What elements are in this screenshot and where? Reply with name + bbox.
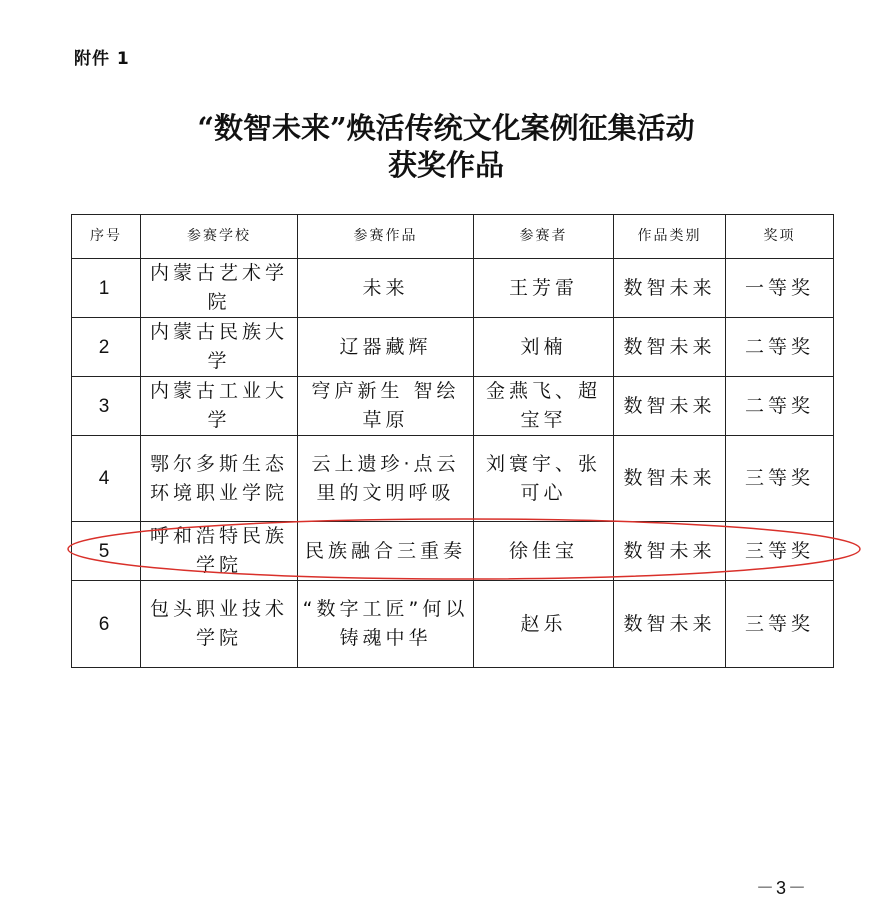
document-subtitle: 获奖作品 — [387, 148, 504, 182]
cell-award: 二等奖 — [726, 318, 834, 377]
cell-author: 刘寰宇、张可心 — [474, 436, 614, 522]
cell-award: 三等奖 — [726, 522, 834, 581]
cell-no: 4 — [72, 436, 141, 522]
cell-award: 三等奖 — [726, 581, 834, 668]
cell-author: 王芳雷 — [474, 259, 614, 318]
header-category: 作品类别 — [614, 215, 726, 259]
table-row — [72, 581, 834, 668]
table-row — [72, 259, 834, 318]
cell-work: 未来 — [298, 259, 474, 318]
cell-award: 三等奖 — [726, 436, 834, 522]
header-no: 序号 — [72, 215, 141, 259]
cell-category: 数智未来 — [614, 259, 726, 318]
page-number: －3－ — [756, 878, 809, 898]
cell-author: 金燕飞、超宝罕 — [474, 377, 614, 436]
annex-label: 附件 1 — [74, 49, 130, 69]
cell-no: 3 — [72, 377, 141, 436]
cell-category: 数智未来 — [614, 318, 726, 377]
table-row — [72, 522, 834, 581]
cell-work: 穹庐新生 智绘草原 — [298, 377, 474, 436]
cell-author: 刘楠 — [474, 318, 614, 377]
cell-category: 数智未来 — [614, 522, 726, 581]
document-title: “数智未来”焕活传统文化案例征集活动 — [197, 111, 695, 145]
header-school: 参赛学校 — [141, 215, 298, 259]
table-row — [72, 318, 834, 377]
cell-category: 数智未来 — [614, 436, 726, 522]
cell-school: 呼和浩特民族学院 — [141, 522, 298, 581]
cell-no: 1 — [72, 259, 141, 318]
awards-table — [71, 214, 834, 668]
cell-school: 包头职业技术学院 — [141, 581, 298, 668]
cell-no: 5 — [72, 522, 141, 581]
table-row — [72, 436, 834, 522]
header-award: 奖项 — [726, 215, 834, 259]
cell-school: 内蒙古工业大学 — [141, 377, 298, 436]
header-author: 参赛者 — [474, 215, 614, 259]
cell-author: 赵乐 — [474, 581, 614, 668]
header-work: 参赛作品 — [298, 215, 474, 259]
cell-work: 云上遗珍·点云里的文明呼吸 — [298, 436, 474, 522]
cell-category: 数智未来 — [614, 377, 726, 436]
cell-author: 徐佳宝 — [474, 522, 614, 581]
cell-category: 数智未来 — [614, 581, 726, 668]
cell-work: 辽器藏辉 — [298, 318, 474, 377]
cell-award: 一等奖 — [726, 259, 834, 318]
cell-award: 二等奖 — [726, 377, 834, 436]
cell-school: 内蒙古艺术学院 — [141, 259, 298, 318]
cell-school: 内蒙古民族大学 — [141, 318, 298, 377]
cell-work: 民族融合三重奏 — [298, 522, 474, 581]
cell-school: 鄂尔多斯生态环境职业学院 — [141, 436, 298, 522]
cell-no: 6 — [72, 581, 141, 668]
cell-no: 2 — [72, 318, 141, 377]
cell-work: “数字工匠”何以铸魂中华 — [298, 581, 474, 668]
table-row — [72, 377, 834, 436]
table-header-row — [72, 215, 834, 259]
